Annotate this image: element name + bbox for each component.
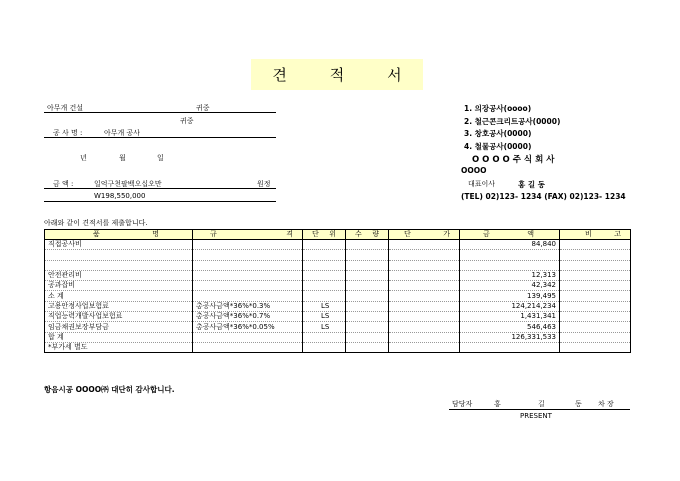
amount-label: 금 액 : — [53, 180, 74, 188]
cell-note — [560, 342, 631, 352]
cell-qty — [346, 250, 389, 260]
cell-item: 소 계 — [45, 291, 193, 301]
cell-price — [389, 270, 460, 280]
cell-qty — [346, 332, 389, 342]
amount-korean: 일억구천팔백오십오만 — [94, 180, 162, 188]
client-honorific-1: 귀중 — [196, 104, 210, 112]
amount-value: W198,550,000 — [94, 192, 146, 200]
title-char-2: 적 — [329, 66, 345, 84]
cell-spec: 총공사금액*36%*0.3% — [193, 301, 303, 311]
client-honorific-2: 귀중 — [180, 117, 194, 125]
header-item: 품 명 — [45, 230, 193, 240]
client-name: 아무개 건설 — [47, 104, 84, 112]
cell-note — [560, 312, 631, 322]
work-item-1: 1. 의장공사(oooo) — [464, 104, 532, 113]
cell-qty — [346, 260, 389, 270]
cell-qty — [346, 240, 389, 250]
representative-name: 홍 길 동 — [518, 180, 545, 189]
cell-unit — [303, 250, 346, 260]
cell-item: 직접공사비 — [45, 240, 193, 250]
table-row — [45, 301, 631, 311]
header-qty: 수 량 — [346, 230, 389, 240]
cell-unit — [303, 332, 346, 342]
cell-note — [560, 250, 631, 260]
signature-line — [449, 409, 630, 410]
cell-spec — [193, 342, 303, 352]
cell-note — [560, 301, 631, 311]
client-underline — [44, 112, 276, 113]
date-year: 년 — [80, 154, 87, 162]
cell-note — [560, 270, 631, 280]
table-row — [45, 312, 631, 322]
header-spec: 규 격 — [193, 230, 303, 240]
cell-qty — [346, 301, 389, 311]
cell-spec — [193, 270, 303, 280]
cell-note — [560, 332, 631, 342]
cell-note — [560, 322, 631, 332]
cell-price — [389, 250, 460, 260]
table-row — [45, 342, 631, 352]
cell-qty — [346, 342, 389, 352]
table-header-row — [45, 230, 631, 240]
cell-unit: LS — [303, 322, 346, 332]
table-row — [45, 270, 631, 280]
document-title — [251, 59, 423, 90]
cell-unit — [303, 342, 346, 352]
company-contact: (TEL) 02)123- 1234 (FAX) 02)123- 1234 — [461, 192, 626, 201]
table-row — [45, 281, 631, 291]
cell-amount: 124,214,234 — [460, 301, 560, 311]
cell-amount — [460, 250, 560, 260]
cell-note — [560, 281, 631, 291]
intro-text: 아래와 같이 견적서를 제출합니다. — [44, 219, 148, 227]
project-underline — [44, 137, 276, 138]
manager-char-2: 길 — [538, 400, 545, 408]
cell-note — [560, 260, 631, 270]
amount-underline — [44, 188, 276, 189]
cell-qty — [346, 312, 389, 322]
closing-text: 항음시공 OOOO㈜ 대단히 감사합니다. — [44, 385, 175, 394]
cell-price — [389, 342, 460, 352]
cell-amount — [460, 260, 560, 270]
header-unit: 단 위 — [303, 230, 346, 240]
cell-unit: LS — [303, 312, 346, 322]
cell-item: *부가세 별도 — [45, 342, 193, 352]
cell-spec — [193, 250, 303, 260]
cell-price — [389, 260, 460, 270]
cell-spec: 총공사금액*36%*0.7% — [193, 312, 303, 322]
cell-price — [389, 301, 460, 311]
header-price: 단 가 — [389, 230, 460, 240]
amount-unit: 원정 — [257, 180, 271, 188]
manager-position: 차 장 — [598, 400, 614, 408]
cell-qty — [346, 270, 389, 280]
cell-spec — [193, 260, 303, 270]
table-row — [45, 332, 631, 342]
cell-item: 임금채권보장부담금 — [45, 322, 193, 332]
cell-amount: 1,431,341 — [460, 312, 560, 322]
manager-char-1: 홍 — [494, 400, 501, 408]
cell-qty — [346, 322, 389, 332]
cell-amount: 84,840 — [460, 240, 560, 250]
cell-unit: LS — [303, 301, 346, 311]
cell-qty — [346, 291, 389, 301]
representative-label: 대표이사 — [468, 180, 496, 188]
cell-unit — [303, 240, 346, 250]
table-row — [45, 240, 631, 250]
cell-spec — [193, 240, 303, 250]
header-amount: 금 액 — [460, 230, 560, 240]
cell-price — [389, 281, 460, 291]
cell-spec — [193, 332, 303, 342]
cell-amount: 546,463 — [460, 322, 560, 332]
table-row — [45, 322, 631, 332]
header-note: 비 고 — [560, 230, 631, 240]
cell-price — [389, 322, 460, 332]
manager-char-3: 동 — [575, 400, 582, 408]
cell-unit — [303, 260, 346, 270]
cell-price — [389, 240, 460, 250]
cell-item: 안전관리비 — [45, 270, 193, 280]
cell-unit — [303, 291, 346, 301]
cell-price — [389, 291, 460, 301]
cell-item: 고용안정사업보험료 — [45, 301, 193, 311]
cell-item: 직업능력개발사업보험료 — [45, 312, 193, 322]
cell-price — [389, 312, 460, 322]
estimate-table — [44, 229, 631, 353]
cell-unit — [303, 281, 346, 291]
cell-price — [389, 332, 460, 342]
cell-item: 합 계 — [45, 332, 193, 342]
title-char-3: 서 — [387, 66, 402, 84]
cell-amount: 12,313 — [460, 270, 560, 280]
cell-unit — [303, 270, 346, 280]
project-name: 아무개 공사 — [104, 129, 141, 137]
date-month: 월 — [119, 154, 126, 162]
cell-note — [560, 291, 631, 301]
company-name: O O O O 주 식 회 사 — [472, 155, 555, 165]
cell-amount: 42,342 — [460, 281, 560, 291]
present-text: PRESENT — [520, 412, 552, 420]
cell-item — [45, 260, 193, 270]
company-code: OOOO — [461, 166, 487, 175]
table-row — [45, 291, 631, 301]
cell-amount: 139,495 — [460, 291, 560, 301]
work-item-3: 3. 창호공사(0000) — [464, 129, 532, 138]
cell-spec — [193, 291, 303, 301]
table-row — [45, 250, 631, 260]
cell-qty — [346, 281, 389, 291]
cell-note — [560, 240, 631, 250]
amount-value-underline — [44, 201, 276, 202]
title-char-1: 견 — [272, 66, 287, 84]
cell-spec — [193, 281, 303, 291]
manager-label: 담당자 — [452, 400, 473, 408]
work-item-2: 2. 철근콘크리트공사(0000) — [464, 117, 561, 126]
cell-item: 공과잡비 — [45, 281, 193, 291]
work-item-4: 4. 철물공사(0000) — [464, 142, 532, 151]
cell-item — [45, 250, 193, 260]
cell-spec: 총공사금액*36%*0.05% — [193, 322, 303, 332]
date-day: 일 — [157, 154, 164, 162]
cell-amount — [460, 342, 560, 352]
table-row — [45, 260, 631, 270]
project-label: 공 사 명 : — [53, 129, 83, 137]
cell-amount: 126,331,533 — [460, 332, 560, 342]
